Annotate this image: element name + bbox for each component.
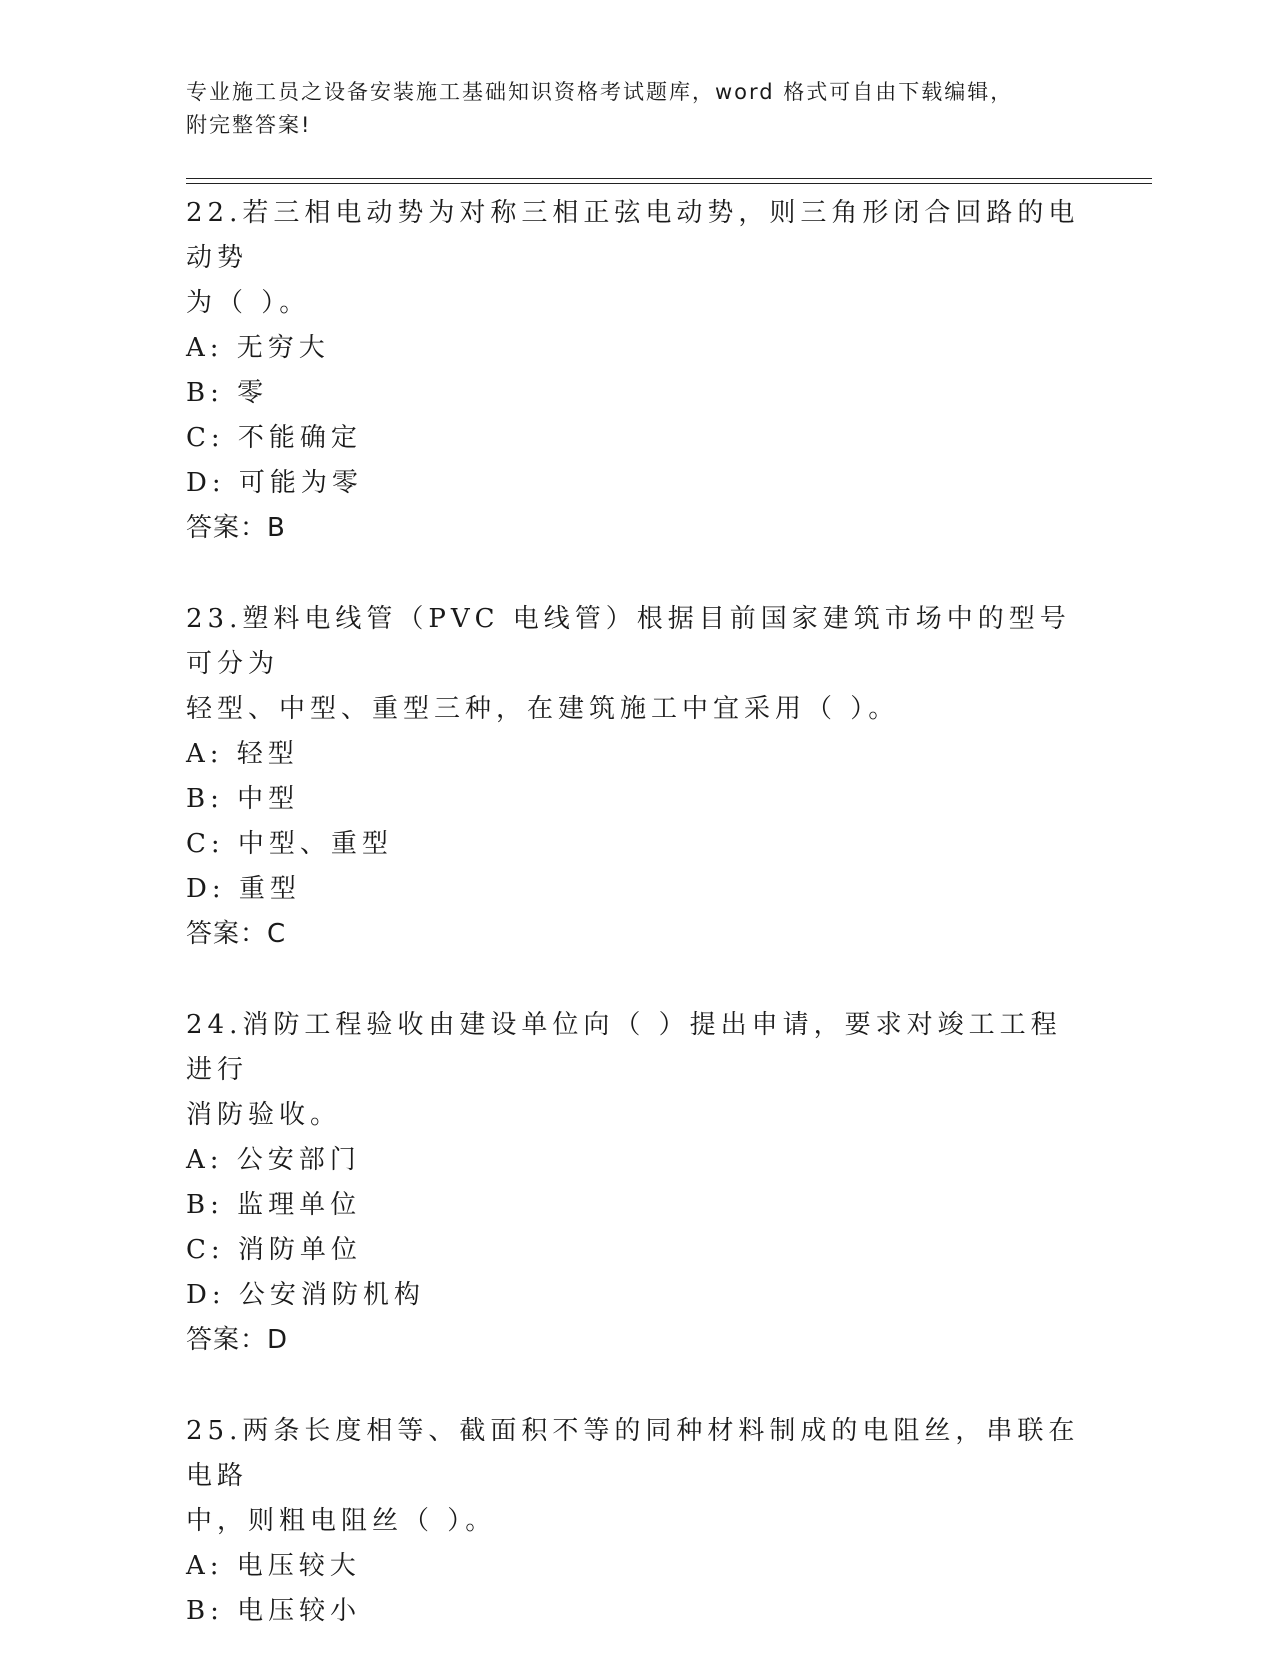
document-header — [186, 76, 1066, 142]
option-a: A: 电压较大 — [186, 1551, 361, 1581]
header-line-1: 专业施工员之设备安装施工基础知识资格考试题库，word 格式可自由下载编辑， — [186, 80, 1014, 104]
answer-line: 答案：C — [186, 919, 287, 949]
option-c: C: 中型、重型 — [186, 829, 393, 859]
option-b: B: 电压较小 — [186, 1596, 362, 1626]
option-b: B: 监理单位 — [186, 1190, 362, 1220]
option-d: D: 公安消防机构 — [186, 1280, 425, 1310]
question-stem-line-2: 轻型、中型、重型三种，在建筑施工中宜采用（ ）。 — [186, 694, 900, 724]
question-22 — [186, 191, 1086, 551]
option-b: B: 零 — [186, 378, 269, 408]
option-d: D: 可能为零 — [186, 468, 363, 498]
question-stem-line-2: 为（ ）。 — [186, 288, 311, 318]
question-list — [186, 191, 1086, 1680]
question-stem-line-1: 24.消防工程验收由建设单位向（ ）提出申请，要求对竣工工程进行 — [186, 1010, 1062, 1085]
option-a: A: 公安部门 — [186, 1145, 361, 1175]
option-d: D: 重型 — [186, 874, 301, 904]
question-25 — [186, 1409, 1086, 1634]
question-stem-line-2: 中，则粗电阻丝（ ）。 — [186, 1506, 497, 1536]
option-c: C: 不能确定 — [186, 423, 362, 453]
header-divider-top — [186, 178, 1152, 179]
question-stem-line-2: 消防验收。 — [186, 1100, 342, 1130]
answer-line: 答案：B — [186, 513, 286, 543]
question-stem-line-1: 22.若三相电动势为对称三相正弦电动势，则三角形闭合回路的电动势 — [186, 198, 1080, 273]
header-divider-bottom — [186, 183, 1152, 184]
option-c: C: 消防单位 — [186, 1235, 362, 1265]
question-24 — [186, 1003, 1086, 1363]
option-a: A: 无穷大 — [186, 333, 330, 363]
header-line-2: 附完整答案! — [186, 113, 312, 137]
question-23 — [186, 597, 1086, 957]
answer-line: 答案：D — [186, 1325, 289, 1355]
question-stem-line-1: 25.两条长度相等、截面积不等的同种材料制成的电阻丝，串联在电路 — [186, 1416, 1080, 1491]
option-b: B: 中型 — [186, 784, 300, 814]
option-a: A: 轻型 — [186, 739, 299, 769]
question-stem-line-1: 23.塑料电线管（PVC 电线管）根据目前国家建筑市场中的型号可分为 — [186, 604, 1071, 679]
